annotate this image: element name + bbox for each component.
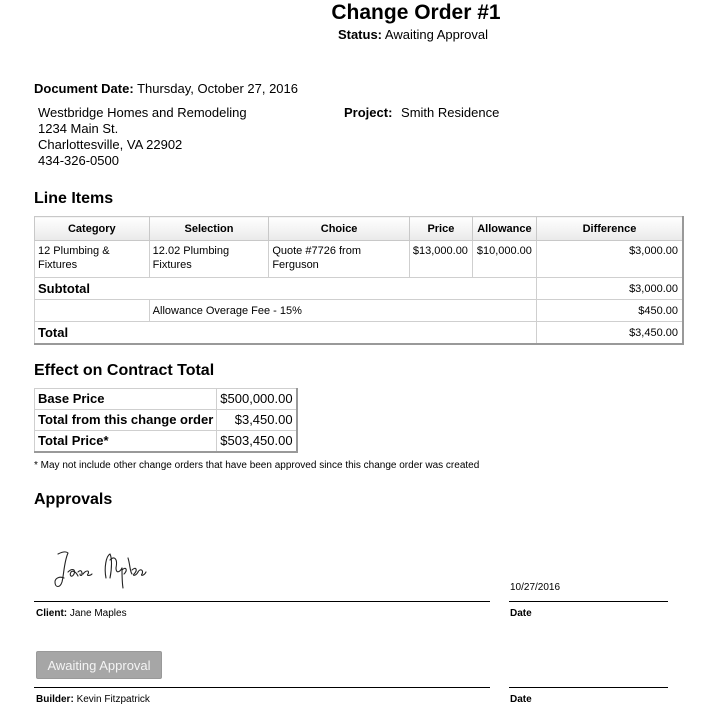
- approvals-heading: Approvals: [34, 491, 113, 508]
- street-address: 1234 Main St.: [38, 121, 119, 136]
- footnote: * May not include other change orders that have been approved since this change order was created: [34, 460, 480, 471]
- table-row: [35, 431, 297, 453]
- builder-date-label: Date: [510, 694, 532, 705]
- total-price-label: Total Price*: [35, 431, 217, 453]
- builder-date-line: [509, 687, 668, 688]
- total-price-value: $503,450.00: [217, 431, 297, 453]
- document-date: [34, 81, 298, 97]
- builder-label: [36, 694, 150, 706]
- builder-role-label: Builder:: [36, 694, 74, 705]
- status-value: Awaiting Approval: [384, 27, 489, 42]
- client-date-label: Date: [510, 608, 532, 619]
- project-info: [344, 105, 499, 121]
- company-name: Westbridge Homes and Remodeling: [38, 105, 247, 120]
- client-name: Jane Maples: [69, 608, 127, 619]
- cell-allowance: $10,000.00: [472, 241, 536, 278]
- change-order-total-value: $3,450.00: [217, 410, 297, 431]
- total-label: Total: [35, 322, 537, 345]
- total-row: [35, 322, 684, 345]
- column-header-category: Category: [35, 217, 150, 241]
- line-items-table: [34, 216, 684, 345]
- table-row: [35, 241, 684, 278]
- fee-value: $450.00: [536, 300, 683, 322]
- column-header-choice: Choice: [269, 217, 410, 241]
- contract-effect-table: [34, 388, 298, 453]
- fee-label: Allowance Overage Fee - 15%: [149, 300, 536, 322]
- status-label: Status:: [337, 27, 383, 42]
- fee-empty-cell: [35, 300, 150, 322]
- table-row: [35, 389, 297, 410]
- column-header-difference: Difference: [536, 217, 683, 241]
- column-header-selection: Selection: [149, 217, 269, 241]
- base-price-label: Base Price: [35, 389, 217, 410]
- page-title: Change Order #1: [331, 1, 501, 24]
- cell-price: $13,000.00: [409, 241, 472, 278]
- client-date-value: 10/27/2016: [510, 582, 561, 593]
- total-value: $3,450.00: [536, 322, 683, 345]
- phone-number: 434-326-0500: [38, 153, 119, 168]
- column-header-allowance: Allowance: [472, 217, 536, 241]
- line-items-heading: Line Items: [34, 190, 114, 207]
- change-order-total-label: Total from this change order: [35, 410, 217, 431]
- cell-selection: 12.02 Plumbing Fixtures: [149, 241, 269, 278]
- subtotal-label: Subtotal: [35, 278, 537, 300]
- base-price-value: $500,000.00: [217, 389, 297, 410]
- table-row: [35, 410, 297, 431]
- column-header-price: Price: [409, 217, 472, 241]
- table-header-row: [35, 217, 684, 241]
- city-state-zip: Charlottesville, VA 22902: [38, 137, 183, 152]
- client-signature-image: [52, 548, 152, 592]
- document-date-label: Document Date:: [34, 81, 134, 96]
- project-label: Project:: [344, 105, 393, 120]
- fee-row: [35, 300, 684, 322]
- document-date-value: Thursday, October 27, 2016: [137, 81, 298, 96]
- client-signature-line: [34, 601, 490, 602]
- builder-signature-line: [34, 687, 490, 688]
- cell-difference: $3,000.00: [536, 241, 683, 278]
- client-date-line: [509, 601, 668, 602]
- cell-category: 12 Plumbing & Fixtures: [35, 241, 150, 278]
- subtotal-value: $3,000.00: [536, 278, 683, 300]
- awaiting-approval-button[interactable]: Awaiting Approval: [36, 651, 162, 679]
- project-value: Smith Residence: [401, 105, 500, 120]
- subtotal-row: [35, 278, 684, 300]
- builder-name: Kevin Fitzpatrick: [76, 694, 150, 705]
- client-label: [36, 608, 127, 620]
- status-line: [0, 27, 713, 43]
- builder-address: [38, 105, 247, 169]
- effect-heading: Effect on Contract Total: [34, 362, 215, 379]
- cell-choice: Quote #7726 from Ferguson: [269, 241, 410, 278]
- client-role-label: Client:: [36, 608, 68, 619]
